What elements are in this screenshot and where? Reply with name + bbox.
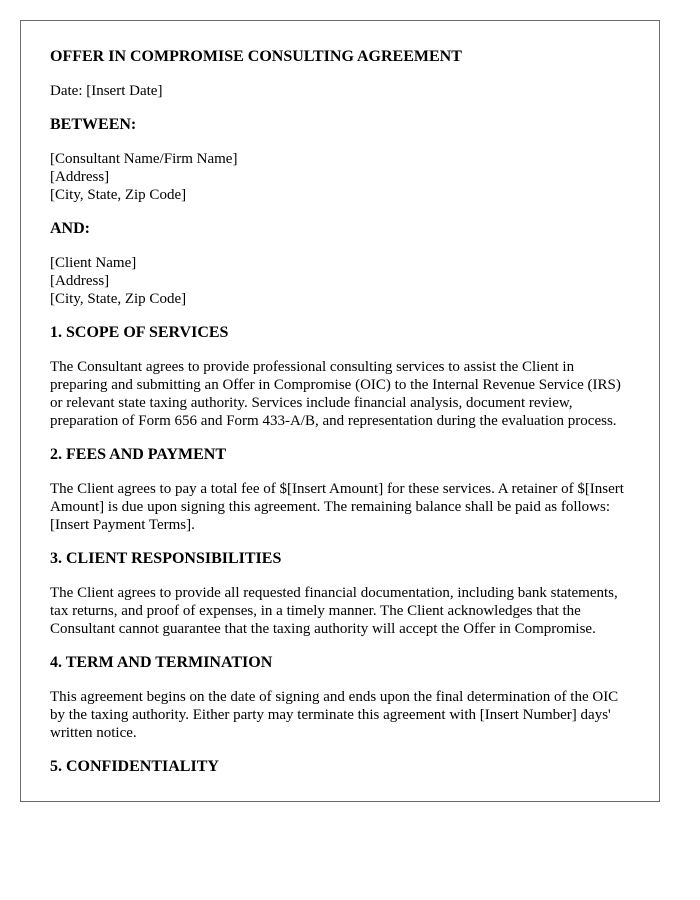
section-body-term: This agreement begins on the date of signing and ends upon the final determination of the OIC by the taxing authority. Either party may terminate this agreement with [Insert Number] days' written notice. <box>50 689 619 741</box>
document-title: OFFER IN COMPROMISE CONSULTING AGREEMENT <box>50 48 462 65</box>
section-body-fees: The Client agrees to pay a total fee of $[Insert Amount] for these services. A retainer of $[Insert Amount] is due upon signing this agreement. The remaining balance shall be paid as follows: [Insert Payment Terms]. <box>50 481 624 533</box>
document-page <box>20 20 660 802</box>
and-label: AND: <box>50 220 90 237</box>
consultant-address: [Address] <box>50 169 110 185</box>
between-label: BETWEEN: <box>50 116 137 133</box>
client-block <box>50 254 630 308</box>
section-body-scope: The Consultant agrees to provide professional consulting services to assist the Client in preparing and submitting an Offer in Compromise (OIC) to the Internal Revenue Service (IRS) or relevant state taxing authority. Services include financial analysis, document review, preparation of Form 656 and Form 433-A/B, and representation during the evaluation process. <box>50 359 621 429</box>
client-address: [Address] <box>50 273 110 289</box>
section-heading-responsibilities: 3. CLIENT RESPONSIBILITIES <box>50 550 282 567</box>
date-line: Date: [Insert Date] <box>50 83 163 99</box>
section-heading-scope: 1. SCOPE OF SERVICES <box>50 324 229 341</box>
document-content <box>21 21 659 776</box>
consultant-block <box>50 150 630 204</box>
consultant-city: [City, State, Zip Code] <box>50 187 187 203</box>
section-heading-term: 4. TERM AND TERMINATION <box>50 654 273 671</box>
client-name: [Client Name] <box>50 255 137 271</box>
section-heading-fees: 2. FEES AND PAYMENT <box>50 446 227 463</box>
consultant-name: [Consultant Name/Firm Name] <box>50 151 238 167</box>
client-city: [City, State, Zip Code] <box>50 291 187 307</box>
section-heading-confidentiality: 5. CONFIDENTIALITY <box>50 758 219 775</box>
section-body-responsibilities: The Client agrees to provide all requested financial documentation, including bank statements, tax returns, and proof of expenses, in a timely manner. The Client acknowledges that the Consultant cannot guarantee that the taxing authority will accept the Offer in Compromise. <box>50 585 618 637</box>
